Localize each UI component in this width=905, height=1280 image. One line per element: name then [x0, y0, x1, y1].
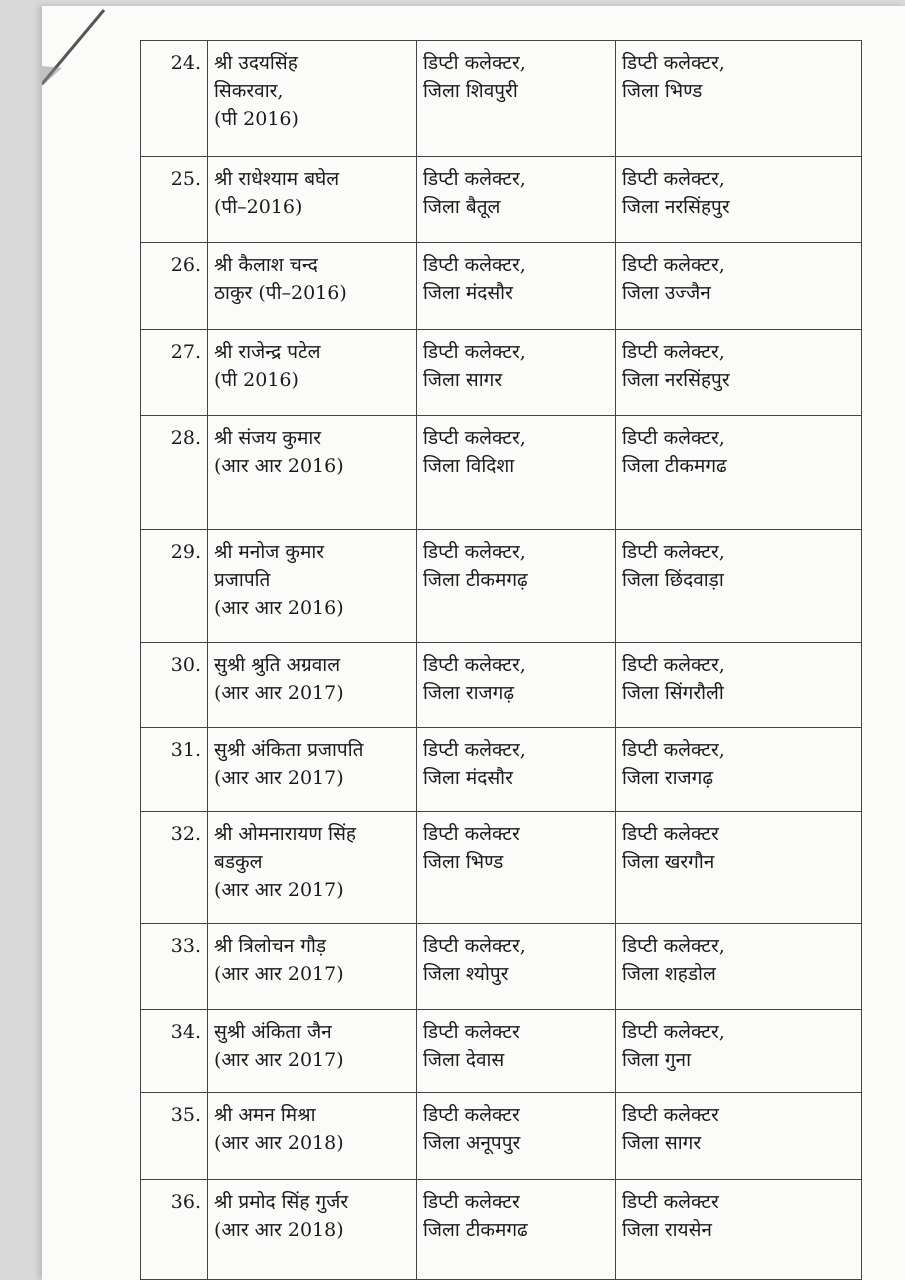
new-posting-cell	[616, 643, 862, 728]
folded-corner-mark	[42, 6, 112, 86]
new-posting-line: जिला गुना	[622, 1049, 692, 1071]
current-posting-cell	[417, 243, 616, 330]
serial-number-cell: 25.	[141, 157, 208, 243]
serial-number-cell: 27.	[141, 330, 208, 416]
new-posting-line: जिला सागर	[622, 1132, 702, 1154]
new-posting-line: जिला उज्जैन	[622, 282, 711, 304]
officer-name-line: श्री कैलाश चन्द	[214, 254, 318, 276]
new-posting-line: डिप्टी कलेक्टर,	[622, 541, 725, 563]
officer-name-line: श्री मनोज कुमार	[214, 541, 325, 563]
current-posting-line: डिप्टी कलेक्टर,	[423, 254, 526, 276]
new-posting-line: डिप्टी कलेक्टर,	[622, 427, 725, 449]
officer-name-line: श्री प्रमोद सिंह गुर्जर	[214, 1191, 349, 1213]
officer-name-line: श्री त्रिलोचन गौड़	[214, 935, 327, 957]
serial-number-cell: 36.	[141, 1180, 208, 1280]
serial-number-cell: 29.	[141, 530, 208, 643]
table-row	[141, 643, 862, 728]
officer-name-line: श्री उदयसिंह	[214, 52, 298, 74]
officer-name-cell	[208, 330, 417, 416]
officer-name-line: (आर आर 2018)	[214, 1219, 344, 1241]
current-posting-line: जिला श्योपुर	[423, 963, 509, 985]
new-posting-line: डिप्टी कलेक्टर	[622, 1191, 719, 1213]
serial-number-cell: 26.	[141, 243, 208, 330]
new-posting-cell	[616, 728, 862, 812]
officer-name-cell	[208, 924, 417, 1010]
current-posting-line: जिला मंदसौर	[423, 282, 513, 304]
officer-name-line: सुश्री श्रुति अग्रवाल	[214, 654, 341, 676]
current-posting-cell	[417, 416, 616, 530]
current-posting-line: डिप्टी कलेक्टर,	[423, 427, 526, 449]
current-posting-line: जिला देवास	[423, 1049, 505, 1071]
new-posting-line: जिला छिंदवाड़ा	[622, 569, 724, 591]
current-posting-cell	[417, 643, 616, 728]
new-posting-line: जिला राजगढ़	[622, 767, 714, 789]
officer-name-line: श्री राधेश्याम बघेल	[214, 168, 340, 190]
table-row	[141, 1093, 862, 1180]
officer-name-line: (पी 2016)	[214, 108, 299, 130]
serial-number-cell: 32.	[141, 812, 208, 924]
new-posting-line: डिप्टी कलेक्टर,	[622, 52, 725, 74]
officer-name-cell	[208, 1093, 417, 1180]
current-posting-line: डिप्टी कलेक्टर	[423, 1191, 520, 1213]
new-posting-line: जिला नरसिंहपुर	[622, 369, 730, 391]
officer-name-line: (आर आर 2016)	[214, 455, 344, 477]
new-posting-line: जिला खरगौन	[622, 851, 715, 873]
officer-name-line: (आर आर 2017)	[214, 963, 344, 985]
new-posting-line: जिला नरसिंहपुर	[622, 196, 730, 218]
current-posting-cell	[417, 1093, 616, 1180]
serial-number-cell: 30.	[141, 643, 208, 728]
current-posting-cell	[417, 1010, 616, 1093]
new-posting-cell	[616, 243, 862, 330]
current-posting-line: जिला सागर	[423, 369, 503, 391]
table-row	[141, 728, 862, 812]
new-posting-cell	[616, 416, 862, 530]
new-posting-line: डिप्टी कलेक्टर,	[622, 654, 725, 676]
new-posting-line: डिप्टी कलेक्टर,	[622, 341, 725, 363]
new-posting-line: जिला सिंगरौली	[622, 682, 724, 704]
new-posting-cell	[616, 330, 862, 416]
table-row	[141, 330, 862, 416]
new-posting-line: जिला शहडोल	[622, 963, 716, 985]
current-posting-line: डिप्टी कलेक्टर,	[423, 341, 526, 363]
current-posting-line: जिला शिवपुरी	[423, 80, 518, 102]
officer-name-line: श्री राजेन्द्र पटेल	[214, 341, 321, 363]
officer-name-line: (पी–2016)	[214, 196, 303, 218]
officer-name-cell	[208, 1180, 417, 1280]
current-posting-line: जिला विदिशा	[423, 455, 515, 477]
current-posting-line: जिला राजगढ़	[423, 682, 515, 704]
serial-number-cell: 31.	[141, 728, 208, 812]
new-posting-line: डिप्टी कलेक्टर,	[622, 1021, 725, 1043]
new-posting-cell	[616, 157, 862, 243]
transfer-table	[140, 40, 862, 1280]
table-row	[141, 41, 862, 157]
transfer-table-body	[141, 41, 862, 1280]
officer-name-line: (आर आर 2016)	[214, 597, 344, 619]
current-posting-line: डिप्टी कलेक्टर	[423, 823, 520, 845]
officer-name-cell	[208, 530, 417, 643]
new-posting-cell	[616, 1093, 862, 1180]
new-posting-line: डिप्टी कलेक्टर	[622, 823, 719, 845]
officer-name-line: श्री संजय कुमार	[214, 427, 322, 449]
officer-name-line: (आर आर 2017)	[214, 879, 344, 901]
current-posting-line: डिप्टी कलेक्टर,	[423, 52, 526, 74]
new-posting-line: डिप्टी कलेक्टर,	[622, 254, 725, 276]
table-row	[141, 416, 862, 530]
new-posting-line: डिप्टी कलेक्टर,	[622, 168, 725, 190]
officer-name-line: श्री अमन मिश्रा	[214, 1104, 316, 1126]
current-posting-line: जिला भिण्ड	[423, 851, 504, 873]
officer-name-line: सुश्री अंकिता प्रजापति	[214, 739, 364, 761]
officer-name-line: (आर आर 2018)	[214, 1132, 344, 1154]
table-row	[141, 530, 862, 643]
officer-name-line: (आर आर 2017)	[214, 682, 344, 704]
current-posting-cell	[417, 330, 616, 416]
new-posting-line: जिला भिण्ड	[622, 80, 703, 102]
current-posting-line: जिला मंदसौर	[423, 767, 513, 789]
table-row	[141, 157, 862, 243]
officer-name-cell	[208, 812, 417, 924]
serial-number-cell: 28.	[141, 416, 208, 530]
new-posting-cell	[616, 1180, 862, 1280]
new-posting-line: डिप्टी कलेक्टर,	[622, 739, 725, 761]
table-row	[141, 1180, 862, 1280]
current-posting-line: डिप्टी कलेक्टर,	[423, 541, 526, 563]
new-posting-line: डिप्टी कलेक्टर,	[622, 935, 725, 957]
current-posting-line: डिप्टी कलेक्टर	[423, 1104, 520, 1126]
current-posting-line: जिला टीकमगढ	[423, 1219, 528, 1241]
officer-name-cell	[208, 416, 417, 530]
current-posting-cell	[417, 728, 616, 812]
table-row	[141, 924, 862, 1010]
current-posting-line: डिप्टी कलेक्टर,	[423, 935, 526, 957]
new-posting-cell	[616, 812, 862, 924]
current-posting-line: डिप्टी कलेक्टर,	[423, 168, 526, 190]
new-posting-line: जिला रायसेन	[622, 1219, 712, 1241]
current-posting-cell	[417, 157, 616, 243]
new-posting-cell	[616, 924, 862, 1010]
current-posting-line: जिला बैतूल	[423, 196, 501, 218]
officer-name-line: सुश्री अंकिता जैन	[214, 1021, 332, 1043]
new-posting-cell	[616, 1010, 862, 1093]
current-posting-line: डिप्टी कलेक्टर	[423, 1021, 520, 1043]
current-posting-line: डिप्टी कलेक्टर,	[423, 739, 526, 761]
officer-name-line: ठाकुर (पी–2016)	[214, 282, 347, 304]
officer-name-cell	[208, 643, 417, 728]
officer-name-line: श्री ओमनारायण सिंह	[214, 823, 357, 845]
officer-name-cell	[208, 157, 417, 243]
current-posting-cell	[417, 924, 616, 1010]
officer-name-line: (पी 2016)	[214, 369, 299, 391]
serial-number-cell: 24.	[141, 41, 208, 157]
table-row	[141, 812, 862, 924]
new-posting-line: डिप्टी कलेक्टर	[622, 1104, 719, 1126]
current-posting-line: डिप्टी कलेक्टर,	[423, 654, 526, 676]
officer-name-cell	[208, 1010, 417, 1093]
serial-number-cell: 33.	[141, 924, 208, 1010]
officer-name-line: बडकुल	[214, 851, 263, 873]
new-posting-cell	[616, 530, 862, 643]
officer-name-cell	[208, 243, 417, 330]
current-posting-cell	[417, 530, 616, 643]
serial-number-cell: 34.	[141, 1010, 208, 1093]
officer-name-line: (आर आर 2017)	[214, 1049, 344, 1071]
table-row	[141, 243, 862, 330]
current-posting-line: जिला अनूपपुर	[423, 1132, 521, 1154]
officer-name-line: प्रजापति	[214, 569, 271, 591]
current-posting-cell	[417, 41, 616, 157]
officer-name-cell	[208, 41, 417, 157]
officer-name-line: सिकरवार,	[214, 80, 284, 102]
new-posting-line: जिला टीकमगढ	[622, 455, 727, 477]
current-posting-cell	[417, 1180, 616, 1280]
officer-name-cell	[208, 728, 417, 812]
new-posting-cell	[616, 41, 862, 157]
current-posting-cell	[417, 812, 616, 924]
current-posting-line: जिला टीकमगढ़	[423, 569, 528, 591]
document-page	[42, 6, 905, 1280]
serial-number-cell: 35.	[141, 1093, 208, 1180]
table-row	[141, 1010, 862, 1093]
officer-name-line: (आर आर 2017)	[214, 767, 344, 789]
